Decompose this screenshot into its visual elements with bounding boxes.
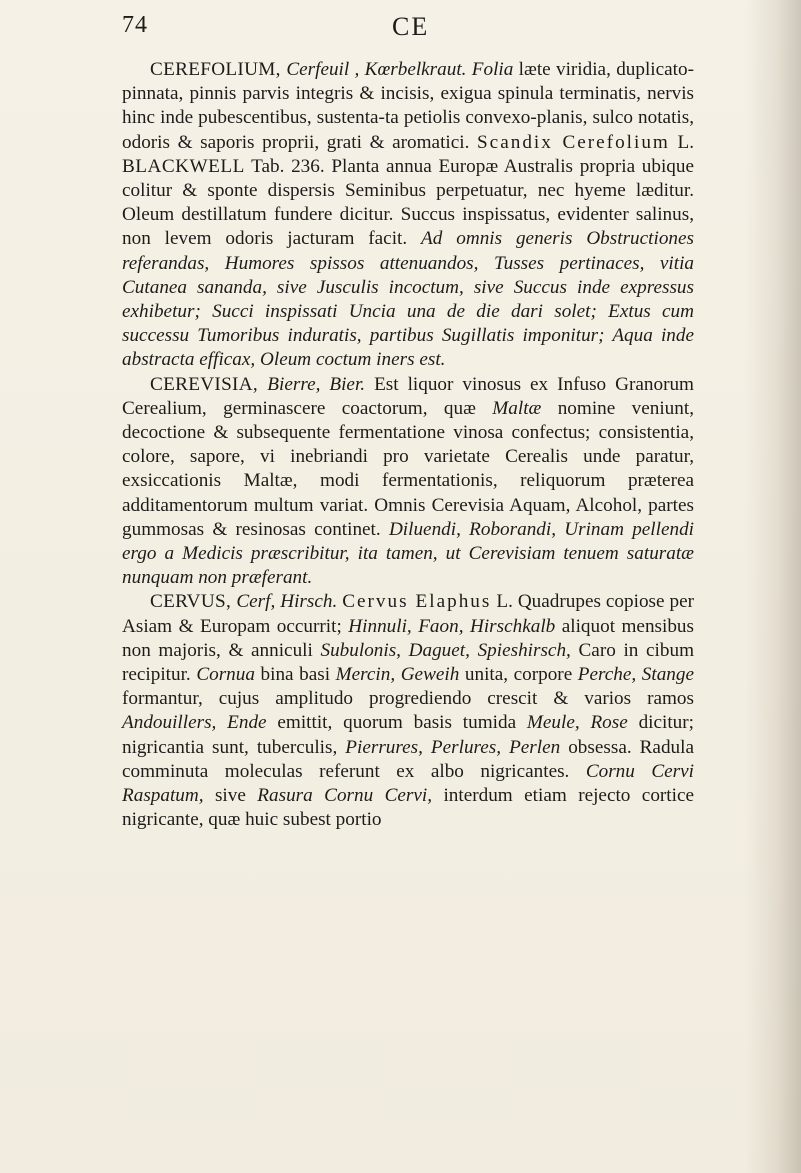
entry-text: Est liquor vinosus ex Infuso Granorum Cerealium, germinascere coactorum, quæ (122, 373, 694, 419)
italic-text: Meule, Rose (526, 712, 628, 734)
italic-text: Perche, Stange (577, 664, 695, 686)
entry-text: Scandix Cerefolium (477, 131, 670, 153)
page-header (122, 12, 722, 52)
entry-text: L. Quadrupes copiose per Asiam & Europam occurrit; (122, 591, 694, 637)
italic-text: Pierrures, Perlures, Perlen (345, 736, 561, 758)
entry-text: obsessa. Radula comminuta moleculas referunt ex albo nigricantes. (122, 736, 694, 782)
entry-cerefolium (122, 58, 694, 373)
entry-lemma: CEREVISIA, (150, 373, 268, 395)
entry-text: interdum etiam rejecto cortice nigricante, quæ huic subest portio (122, 785, 694, 831)
entry-text: dicitur; nigricantia sunt, tuberculis, (122, 712, 694, 758)
page-number: 74 (122, 12, 148, 38)
italic-text: Hinnuli, Faon, Hirschkalb (348, 615, 556, 637)
body-text (122, 58, 694, 833)
entry-text: sive (203, 785, 258, 807)
entry-cervus (122, 590, 694, 832)
italic-text: Diluendi, Roborandi, Urinam pellendi ergo a Medicis præscribitur, ita tamen, ut Cerevisiam tenuem saturatæ nunquam non præferant. (122, 518, 695, 589)
italic-text: Ad omnis generis Obstructiones referandas, Humores spissos attenuandos, Tusses pertinaces, vitia Cutanea sananda, sive Jusculis incoctum, sive Succus inde expressus exhibetur; Succi inspissati Uncia una de die dari solet; Extus cum successu Tumoribus induratis, partibus Sugillatis imponitur; Aqua inde abstracta efficax, Oleum coctum iners est. (122, 228, 694, 371)
entry-text: aliquot mensibus non majoris, & anniculi (122, 615, 694, 661)
entry-text: læte viridia, duplicato-pinnata, pinnis parvis integris & incisis, exigua spinula terminatis, nervis hinc inde pubescentibus, sustenta-ta petiolis convexo-planis, sulco notatis, odoris & saporis proprii, grati & aromatici. (122, 59, 694, 153)
entry-text: emittit, quorum basis tumida (266, 712, 527, 734)
entry-text: Cervus Elaphus (342, 591, 492, 613)
entry-text: Tab. 236. Planta annua Europæ Australis propria ubique colitur & sponte dispersis Seminibus perpetuatur, nec hyeme læditur. Oleum destillatum fundere dicitur. Succus inspissatus, evidenter salinus, non levem odoris jacturam facit. (122, 155, 694, 250)
italic-text: Cornua (196, 664, 255, 686)
running-head: CE (392, 12, 430, 41)
entry-text: L. (669, 131, 695, 153)
italic-text: Maltæ (492, 397, 542, 419)
entry-text: BLACKWELL (122, 155, 245, 177)
entry-lemma: CEREFOLIUM, (150, 59, 287, 80)
italic-text: Cornu Cervi Raspatum, (122, 760, 694, 807)
entry-cerevisia (122, 373, 694, 591)
entry-text: unita, corpore (459, 664, 578, 686)
entry-lemma: CERVUS, (150, 591, 237, 613)
italic-text: Subulonis, Daguet, Spieshirsch, (320, 639, 571, 661)
italic-text: Bierre, Bier. (267, 373, 366, 395)
entry-text: Caro in cibum recipitur. (122, 639, 694, 686)
italic-text: Cerfeuil , Kœrbelkraut. Folia (286, 59, 514, 80)
italic-text: Andouillers, Ende (122, 712, 267, 734)
entry-text: formantur, cujus amplitudo progrediendo crescit & varios ramos (122, 688, 694, 710)
italic-text: Cerf, Hirsch. (236, 591, 338, 613)
italic-text: Mercin, Geweih (335, 664, 460, 686)
entry-text: bina basi (254, 664, 336, 686)
italic-text: Rasura Cornu Cervi, (257, 785, 433, 807)
entry-text: nomine veniunt, decoctione & subsequente fermentatione vinosa confectus; consistentia, colore, sapore, vi inebriandi pro varietate Cerealis unde paratur, exsiccationis Maltæ, modi fermentationis, reliquorum præterea additamentorum multum variat. Omnis Cerevisia Aquam, Alcohol, partes gummosas & resinosas continet. (122, 397, 694, 540)
